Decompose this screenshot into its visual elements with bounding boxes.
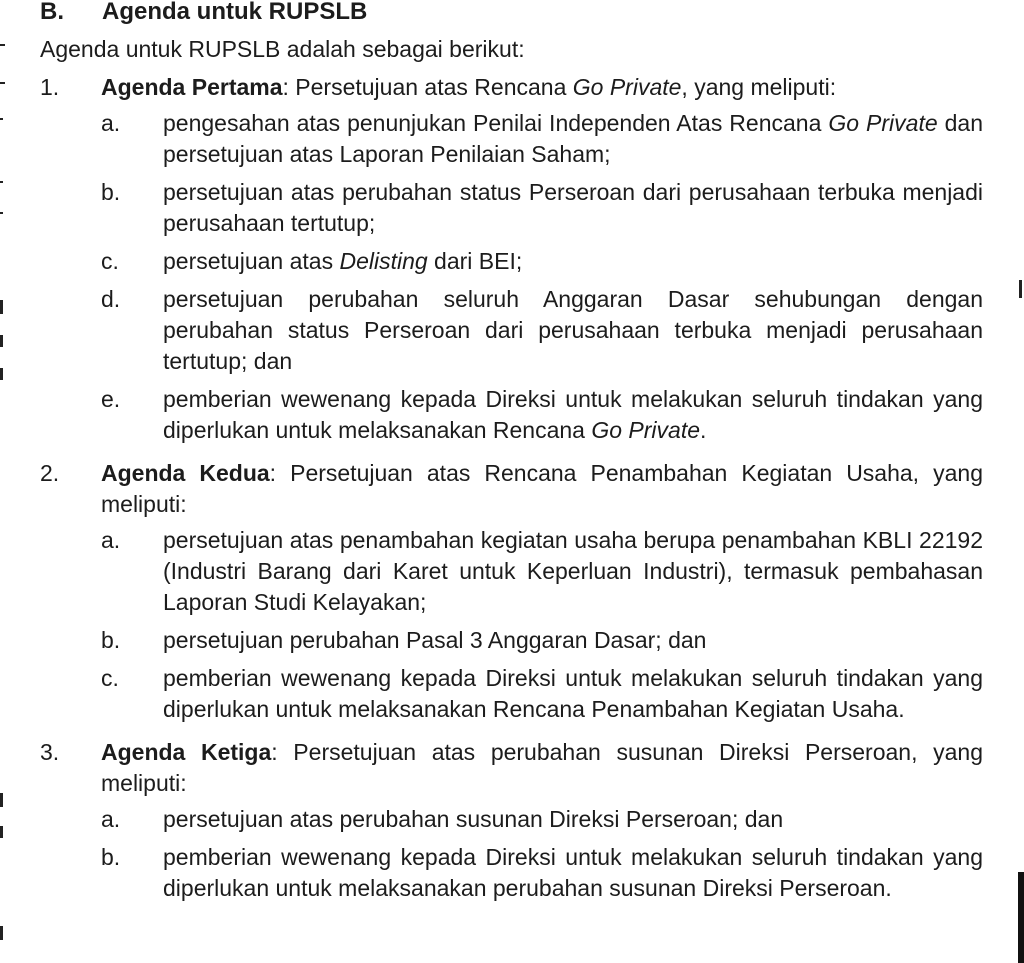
sub-item-text: persetujuan atas penambahan kegiatan usaha berupa penambahan KBLI 22192 (Industri Barang dari Karet untuk Keperluan Industri), termasuk pembahasan Laporan Studi Kelayakan; <box>163 527 983 615</box>
agenda-heading: Agenda Kedua: Persetujuan atas Rencana Penambahan Kegiatan Usaha, yang meliputi: <box>101 460 983 517</box>
edge-mark <box>0 118 3 120</box>
agenda-number: 2. <box>40 460 60 486</box>
edge-mark <box>0 82 5 84</box>
agenda-item <box>40 737 983 911</box>
sub-item-letter: c. <box>101 665 119 691</box>
agenda-item <box>40 72 983 453</box>
agenda-heading: Agenda Pertama: Persetujuan atas Rencana Go Private, yang meliputi: <box>101 74 837 100</box>
edge-mark <box>0 335 3 347</box>
edge-mark <box>0 300 3 314</box>
sub-item-letter: c. <box>101 248 119 274</box>
sub-item-text: persetujuan atas perubahan status Perseroan dari perusahaan terbuka menjadi perusahaan tertutup; <box>163 179 983 236</box>
sub-item-letter: a. <box>101 110 121 136</box>
sub-item-text: pemberian wewenang kepada Direksi untuk melakukan seluruh tindakan yang diperlukan untuk melaksanakan Rencana Penambahan Kegiatan Usaha. <box>163 665 983 722</box>
edge-bar <box>1018 872 1024 963</box>
sub-item <box>101 284 983 377</box>
sub-item-text: persetujuan atas perubahan susunan Direksi Perseroan; dan <box>163 806 784 832</box>
sub-item <box>101 177 983 239</box>
sub-item <box>101 625 983 656</box>
sub-item-letter: a. <box>101 527 121 553</box>
section-heading <box>40 0 367 28</box>
agenda-item <box>40 458 983 732</box>
sub-item <box>101 108 983 170</box>
sub-item-list <box>101 525 983 725</box>
agenda-number: 3. <box>40 739 60 765</box>
sub-item-letter: b. <box>101 179 121 205</box>
section-letter: B. <box>40 0 64 25</box>
agenda-number: 1. <box>40 74 60 100</box>
agenda-label: Agenda Ketiga <box>101 739 272 765</box>
sub-item-text: persetujuan perubahan Pasal 3 Anggaran Dasar; dan <box>163 627 707 653</box>
sub-item-text: persetujuan atas Delisting dari BEI; <box>163 248 523 274</box>
sub-item-text: pemberian wewenang kepada Direksi untuk melakukan seluruh tindakan yang diperlukan untuk melaksanakan Rencana Go Private. <box>163 386 983 443</box>
sub-item-letter: d. <box>101 286 121 312</box>
sub-item <box>101 663 983 725</box>
edge-mark <box>0 826 3 838</box>
edge-mark <box>0 793 3 807</box>
sub-item-letter: e. <box>101 386 121 412</box>
sub-item <box>101 246 983 277</box>
sub-item-list <box>101 108 983 446</box>
agenda-label: Agenda Kedua <box>101 460 270 486</box>
sub-item-letter: b. <box>101 627 121 653</box>
sub-item-text: pengesahan atas penunjukan Penilai Independen Atas Rencana Go Private dan persetujuan atas Laporan Penilaian Saham; <box>163 110 984 167</box>
sub-item-text: persetujuan perubahan seluruh Anggaran Dasar sehubungan dengan perubahan status Perseroan dari perusahaan terbuka menjadi perusahaan tertutup; dan <box>163 286 983 374</box>
edge-mark <box>0 44 5 46</box>
edge-mark <box>0 368 3 380</box>
section-title: Agenda untuk RUPSLB <box>102 0 368 25</box>
sub-item <box>101 384 983 446</box>
agenda-body <box>101 458 983 732</box>
agenda-list <box>40 72 983 916</box>
sub-item-letter: b. <box>101 844 121 870</box>
sub-item-letter: a. <box>101 806 121 832</box>
edge-mark <box>1019 280 1022 298</box>
agenda-label: Agenda Pertama <box>101 74 283 100</box>
intro-paragraph: Agenda untuk RUPSLB adalah sebagai berikut: <box>40 36 525 62</box>
sub-item-list <box>101 804 983 904</box>
agenda-body <box>101 72 983 453</box>
sub-item <box>101 842 983 904</box>
edge-mark <box>0 212 3 214</box>
sub-item <box>101 525 983 618</box>
sub-item-text: pemberian wewenang kepada Direksi untuk melakukan seluruh tindakan yang diperlukan untuk melaksanakan perubahan susunan Direksi Perseroan. <box>163 844 983 901</box>
sub-item <box>101 804 983 835</box>
edge-mark <box>0 181 3 183</box>
agenda-heading: Agenda Ketiga: Persetujuan atas perubahan susunan Direksi Perseroan, yang meliputi: <box>101 739 983 796</box>
agenda-body <box>101 737 983 911</box>
edge-mark <box>0 926 3 940</box>
